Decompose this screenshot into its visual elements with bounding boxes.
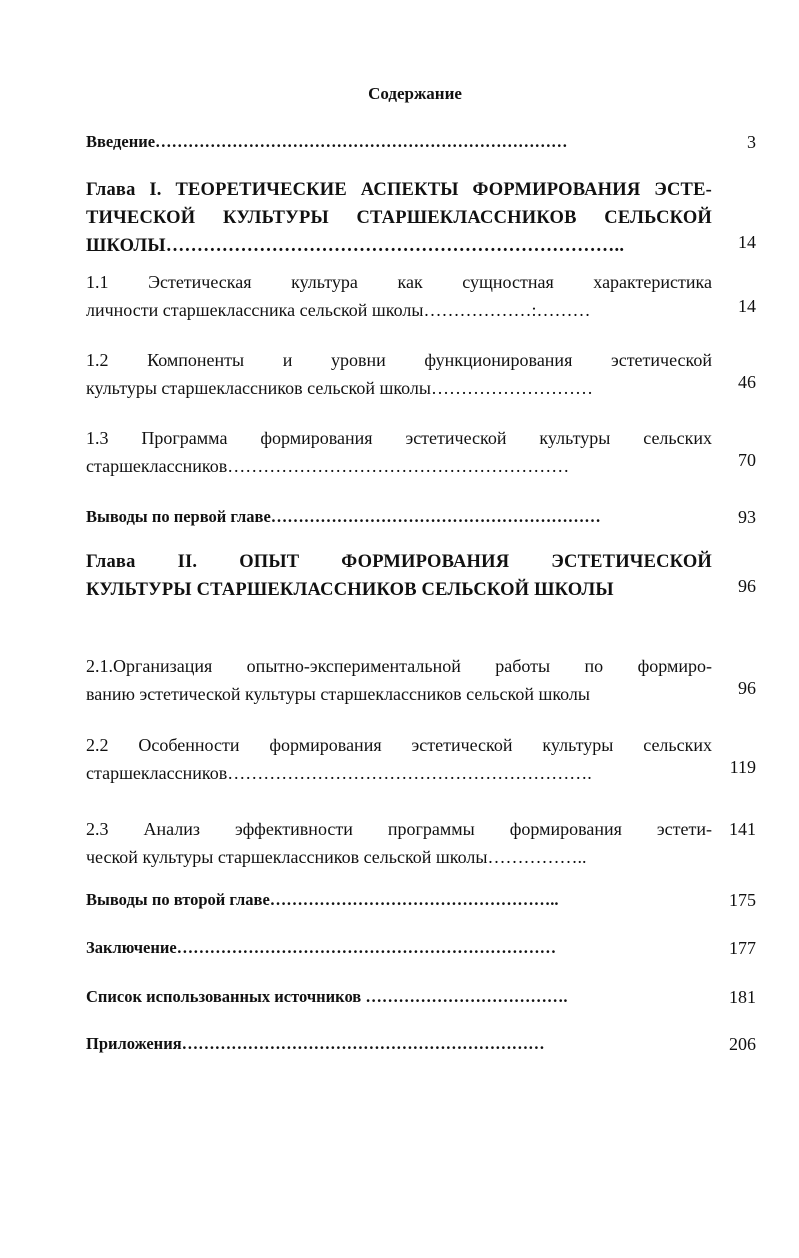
toc-entry-section-1-3 [86, 424, 756, 480]
entry-text [86, 346, 712, 402]
entry-line: 1.3 Программа формирования эстетической культуры сельских [86, 428, 712, 448]
entry-text [86, 983, 712, 1011]
toc-entry-section-1-2 [86, 346, 756, 402]
entry-line: Выводы по второй главе…………………………………………….. [86, 890, 559, 909]
page-number: 46 [738, 372, 756, 392]
page-number: 14 [738, 232, 756, 252]
entry-text [86, 424, 712, 480]
page-number: 206 [729, 1034, 756, 1054]
entry-text [86, 652, 712, 708]
page-number: 175 [729, 890, 756, 910]
toc-entry-conclusions-chapter-1 [86, 503, 756, 531]
entry-line: 2.2 Особенности формирования эстетической культуры сельских [86, 735, 712, 755]
entry-line: Приложения………………………………………………………… [86, 1034, 545, 1053]
entry-line: Выводы по первой главе…………………………………………………… [86, 507, 601, 526]
toc-entry-conclusion [86, 934, 756, 962]
toc-entry-chapter-1 [86, 176, 756, 260]
entry-line: старшеклассников………………………………………………… [86, 456, 570, 476]
entry-text [86, 815, 712, 871]
page-number: 96 [738, 576, 756, 596]
entry-text [86, 886, 712, 914]
entry-line: культуры старшеклассников сельской школы……………………… [86, 378, 594, 398]
toc-entry-appendices [86, 1030, 756, 1058]
entry-line: Глава I. ТЕОРЕТИЧЕСКИЕ АСПЕКТЫ ФОРМИРОВАНИЯ ЭСТЕ- [86, 180, 712, 200]
page-number: 93 [738, 507, 756, 527]
page-number: 3 [747, 132, 756, 152]
entry-line: старшеклассников……………………………………………………. [86, 763, 592, 783]
page-number: 181 [729, 987, 756, 1007]
entry-line: Введение………………………………………………………………… [86, 132, 568, 151]
entry-line: 1.2 Компоненты и уровни функционирования эстетической [86, 350, 712, 370]
page-title: Содержание [368, 84, 462, 103]
entry-text [86, 1030, 712, 1058]
toc-entry-section-2-2 [86, 731, 756, 787]
toc-entry-conclusions-chapter-2 [86, 886, 756, 914]
toc-entry-section-1-1 [86, 268, 756, 324]
toc-entry-chapter-2 [86, 548, 756, 604]
entry-line: Список использованных источников ………………………………. [86, 987, 568, 1006]
entry-line: 2.1.Организация опытно-экспериментальной работы по формиро- [86, 656, 712, 676]
entry-line: ванию эстетической культуры старшеклассников сельской школы [86, 684, 590, 704]
entry-line: 2.3 Анализ эффективности программы формирования эстети- [86, 819, 712, 839]
entry-line: личности старшеклассника сельской школы………………:……… [86, 300, 591, 320]
entry-text [86, 548, 712, 604]
entry-line: 1.1 Эстетическая культура как сущностная характеристика [86, 272, 712, 292]
entry-line: ческой культуры старшеклассников сельской школы…………….. [86, 847, 587, 867]
toc-entry-section-2-3 [86, 815, 756, 871]
entry-line: ШКОЛЫ……………………………………………………………….. [86, 236, 625, 256]
entry-text [86, 731, 712, 787]
page-number: 177 [729, 938, 756, 958]
page-number: 70 [738, 450, 756, 470]
toc-entry-references [86, 983, 756, 1011]
entry-text [86, 176, 712, 260]
entry-text [86, 128, 712, 156]
toc-entry-section-2-1 [86, 652, 756, 708]
entry-line: Заключение…………………………………………………………… [86, 938, 557, 957]
entry-text [86, 503, 712, 531]
page-number: 14 [738, 296, 756, 316]
page-number: 119 [729, 757, 756, 777]
entry-text [86, 934, 712, 962]
entry-line: КУЛЬТУРЫ СТАРШЕКЛАССНИКОВ СЕЛЬСКОЙ ШКОЛЫ [86, 580, 614, 600]
page-number: 141 [729, 819, 756, 839]
page-number: 96 [738, 678, 756, 698]
toc-entry-introduction [86, 128, 756, 156]
entry-line: Глава II. ОПЫТ ФОРМИРОВАНИЯ ЭСТЕТИЧЕСКОЙ [86, 552, 712, 572]
entry-line: ТИЧЕСКОЙ КУЛЬТУРЫ СТАРШЕКЛАССНИКОВ СЕЛЬСКОЙ [86, 208, 712, 228]
entry-text [86, 268, 712, 324]
